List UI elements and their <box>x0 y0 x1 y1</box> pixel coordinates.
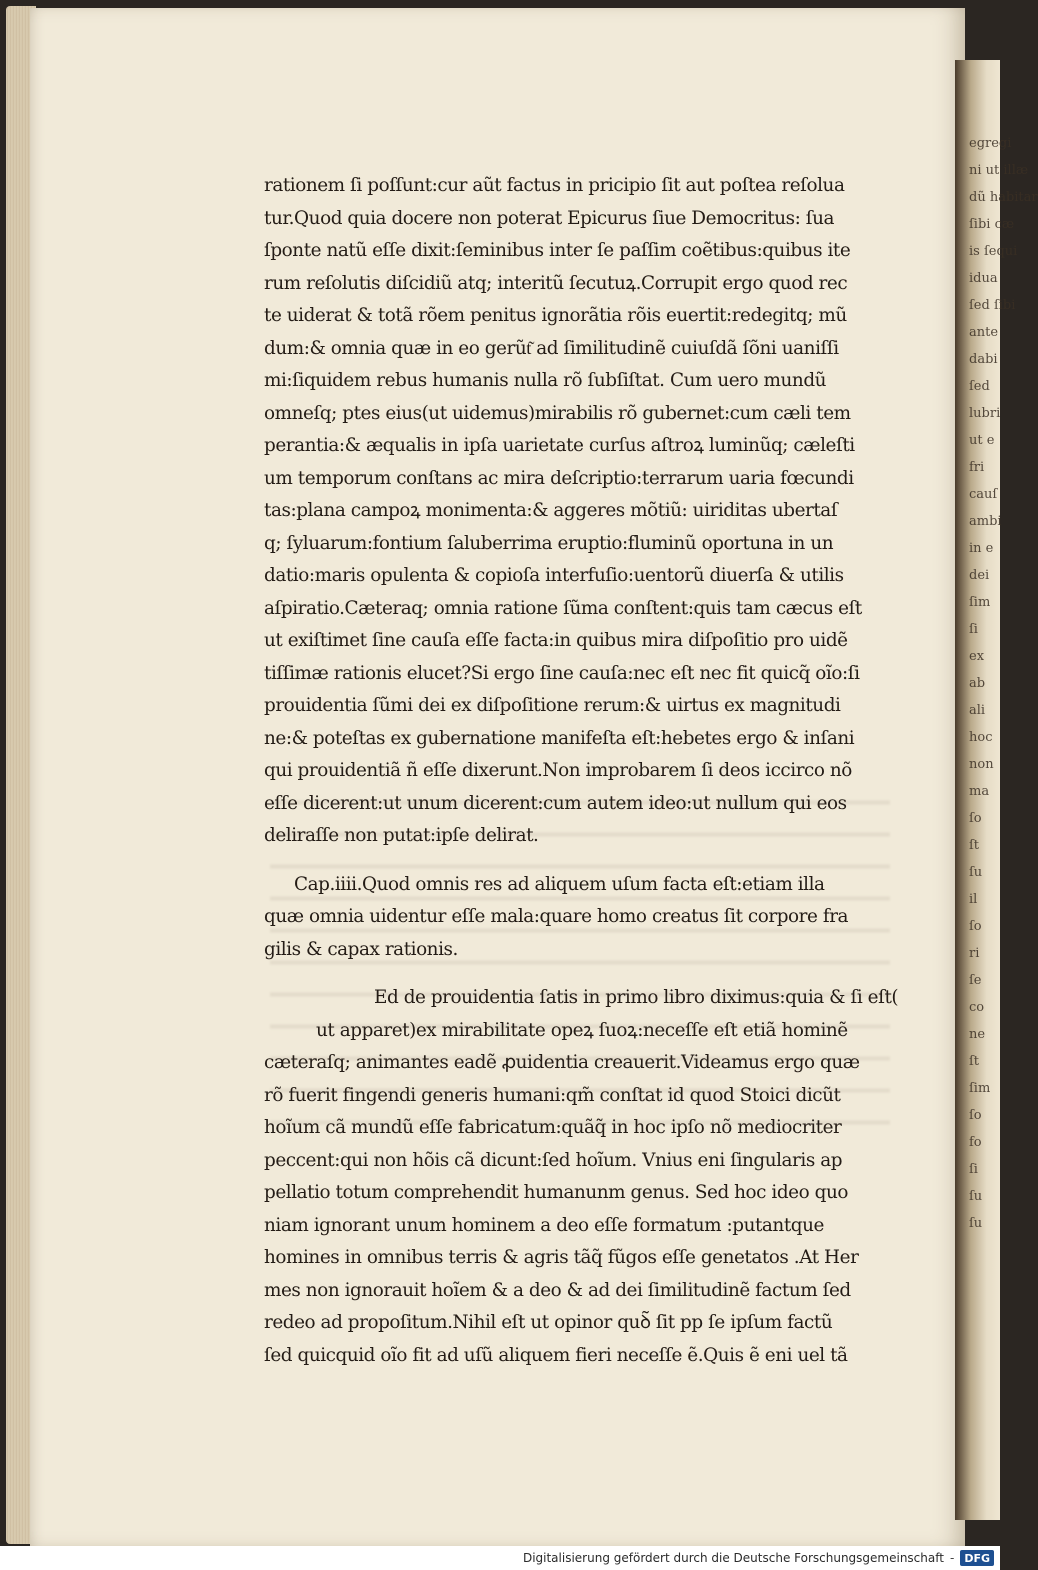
facing-page-line: dabi <box>969 352 998 367</box>
text-line: rationem ſi poſſunt:cur aũt factus in pricipio ſit aut poſtea reſolua <box>264 175 845 196</box>
facing-page-line: dũ habitar <box>969 190 1038 205</box>
paragraph-chapter-iv <box>264 982 899 1372</box>
text-line: prouidentia ſũmi dei ex diſpoſitione rerum:& uirtus ex magnitudi <box>264 695 841 716</box>
facing-page-line: ſt <box>969 1054 980 1069</box>
digitization-footer <box>0 1546 1000 1570</box>
facing-page-line: il <box>969 892 978 907</box>
facing-page-line: fri <box>969 460 985 475</box>
facing-page-line: idua <box>969 271 998 286</box>
text-line: qui prouidentiã ñ eſſe dixerunt.Non improbarem ſi deos iccirco nõ <box>264 760 852 781</box>
facing-page-line: co <box>969 1000 985 1015</box>
facing-page-line: ſim <box>969 595 991 610</box>
facing-page-line: fo <box>969 1135 982 1150</box>
facing-page-line: ri <box>969 946 980 961</box>
facing-page-line: ſu <box>969 1189 983 1204</box>
text-line: peccent:qui non hõis cã dicunt:ſed hoĩum. Vnius eni ſingularis ap <box>264 1149 843 1171</box>
text-line: pellatio totum comprehendit humanunm genus. Sed hoc ideo quo <box>264 1182 848 1203</box>
facing-page-line: ſe <box>969 973 982 988</box>
text-line: ut apparet)ex mirabilitate opeꝝ ſuoꝝ:neceſſe eſt etiã hominẽ <box>316 1019 848 1041</box>
facing-page-line: ma <box>969 784 990 799</box>
text-line: dum:& omnia quæ in eo gerũt͂ ad ſimilitudinẽ cuiuſdã ſõni uaniſſi <box>264 337 839 359</box>
facing-page-line: ab <box>969 676 986 691</box>
facing-page-line: ſed ſibi <box>969 298 1016 313</box>
text-line: te uiderat & totã rõem penitus ignorãtia rõis euertit:redegitq; mũ <box>264 305 847 326</box>
footer-credit: Digitalisierung gefördert durch die Deutsche Forschungsgemeinschaft <box>522 1551 944 1565</box>
paragraph-gap <box>264 966 894 982</box>
facing-page-line: ſim <box>969 1081 991 1096</box>
facing-page-line: lubri <box>969 406 1001 421</box>
text-line: niam ignorant unum hominem a deo eſſe formatum :putantque <box>264 1214 824 1236</box>
text-line: datio:maris opulenta & copioſa interfuſio:uentorũ diuerſa & utilis <box>264 565 844 586</box>
text-line: ſponte natũ eſſe dixit:ſeminibus inter ſe paſſim coẽtibus:quibus ite <box>264 240 851 261</box>
text-line: rõ fuerit fingendi generis humani:qm̃ conſtat id quod Stoici dicũt <box>264 1084 841 1106</box>
text-line: mi:ſiquidem rebus humanis nulla rõ ſubſiſtat. Cum uero mundũ <box>264 370 827 391</box>
paragraph-gap <box>264 853 894 869</box>
text-line: perantia:& æqualis in ipſa uarietate curſus aſtroꝝ luminũq; cæleſti <box>264 435 855 456</box>
text-line: um temporum conſtans ac mira deſcriptio:terrarum uaria fœcundi <box>264 467 854 489</box>
text-line: tiſſimæ rationis elucet?Si ergo ſine cauſa:nec eſt nec fit quicq̃ oĩo:ſi <box>264 662 860 684</box>
facing-page-line: ſo <box>969 919 982 934</box>
facing-page-line: ſt <box>969 838 980 853</box>
text-line: tas:plana campoꝝ monimenta:& aggeres mõtiũ: uiriditas ubertaſ <box>264 500 838 521</box>
facing-page <box>955 60 1038 1520</box>
text-line: ne:& poteſtas ex gubernatione manifeſta eſt:hebetes ergo & inſani <box>264 727 855 749</box>
text-line: mes non ignorauit hoĩem & a deo & ad dei ſimilitudinẽ factum ſed <box>264 1279 851 1301</box>
facing-page-line: hoc <box>969 730 993 745</box>
facing-page-line: ſu <box>969 865 983 880</box>
text-line: omneſq; ptes eius(ut uidemus)mirabilis rõ gubernet:cum cæli tem <box>264 402 851 424</box>
facing-page-line: ex <box>969 649 985 664</box>
dfg-logo-icon: DFG <box>960 1550 994 1566</box>
heading-line: quæ omnia uidentur eſſe mala:quare homo creatus ſit corpore fra <box>264 906 849 927</box>
text-line: Ed de prouidentia ſatis in primo libro diximus:quia & ſi eſt( <box>374 987 899 1008</box>
facing-page-line: ſo <box>969 811 982 826</box>
facing-page-line: egregi <box>969 136 1012 151</box>
facing-page-line: in e <box>969 541 994 556</box>
text-line: aſpiratio.Cæteraq; omnia ratione ſũma conſtent:quis tam cæcus eſt <box>264 597 862 619</box>
text-line: ſed quicquid oĩo fit ad uſũ aliquem fieri neceſſe ẽ.Quis ẽ eni uel tã <box>264 1344 848 1366</box>
text-line: hoĩum cã mundũ eſſe fabricatum:quãq̃ in hoc ipſo nõ mediocriter <box>264 1117 842 1138</box>
text-line: homines in omnibus terris & agris tãq̃ fũgos eſſe genetatos .At Her <box>264 1247 859 1268</box>
facing-page-line: ut e <box>969 433 995 448</box>
facing-page-line: ante <box>969 325 999 340</box>
facing-page-line: ſo <box>969 1108 982 1123</box>
text-line: ut exiſtimet ſine cauſa eſſe facta:in quibus mira diſpoſitio pro uidẽ <box>264 630 848 651</box>
facing-page-line: is ſequi <box>969 244 1018 259</box>
facing-page-line: ni ut illæ <box>969 163 1029 178</box>
facing-page-line: ſi <box>969 622 978 637</box>
facing-page-line: dei <box>969 568 990 583</box>
facing-page-line: non <box>969 757 994 772</box>
footer-separator: - <box>949 1551 955 1565</box>
facing-page-text <box>969 130 1038 1237</box>
facing-page-line: ſi <box>969 1162 978 1177</box>
facing-page-line: ſibi cæ <box>969 217 1015 232</box>
text-line: tur.Quod quia docere non poterat Epicurus ſiue Democritus: ſua <box>264 207 834 229</box>
text-line: q; ſyluarum:fontium ſaluberrima eruptio:fluminũ oportuna in un <box>264 532 834 554</box>
facing-page-line: ne <box>969 1027 986 1042</box>
text-line: eſſe dicerent:ut unum dicerent:cum autem ideo:ut nullum qui eos <box>264 792 847 814</box>
heading-line: Cap.iiii.Quod omnis res ad aliquem uſum facta eſt:etiam illa <box>294 873 825 895</box>
text-line: cæteraſq; animantes eadẽ ꝓuidentia creauerit.Videamus ergo quæ <box>264 1052 860 1073</box>
paragraph-providence <box>264 170 894 853</box>
facing-page-line: ſu <box>969 1216 983 1231</box>
facing-page-line: cauſ <box>969 487 998 502</box>
text-line: deliraſſe non putat:ipſe delirat. <box>264 825 539 846</box>
heading-line: gilis & capax rationis. <box>264 938 458 960</box>
main-text <box>264 170 899 1372</box>
facing-page-line: ali <box>969 703 986 718</box>
facing-page-line: ſed <box>969 379 990 394</box>
facing-page-line: ambi <box>969 514 1002 529</box>
text-line: rum reſolutis diſcidiũ atq; interitũ ſecutuꝝ.Corrupit ergo quod rec <box>264 272 848 294</box>
chapter-heading <box>264 869 894 967</box>
text-line: redeo ad propoſitum.Nihil eſt ut opinor quꝺ͂ ſit pp ſe ipſum factũ <box>264 1312 833 1333</box>
